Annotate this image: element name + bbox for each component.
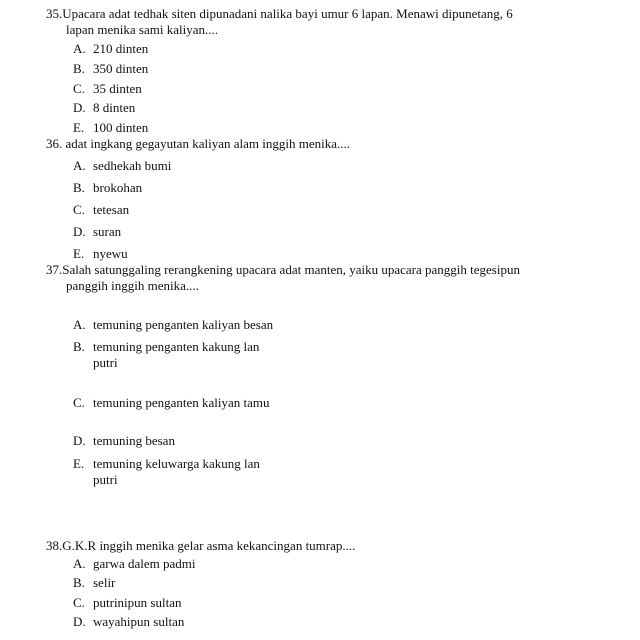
option-letter: D. (73, 224, 86, 239)
option-37-d (73, 433, 175, 448)
option-text: wayahipun sultan (93, 614, 185, 629)
option-36-b (73, 180, 142, 195)
option-38-a (73, 556, 196, 571)
option-text: 35 dinten (93, 81, 142, 96)
option-36-a (73, 158, 171, 173)
option-text: 210 dinten (93, 41, 149, 56)
option-letter: C. (73, 595, 85, 610)
option-letter: B. (73, 61, 85, 76)
question-37-line2: panggih inggih menika.... (66, 278, 199, 293)
question-35-line1 (46, 6, 513, 21)
option-letter: D. (73, 100, 86, 115)
option-37-e (73, 456, 260, 471)
option-35-e (73, 120, 148, 135)
option-35-a (73, 41, 148, 56)
option-letter: B. (73, 180, 85, 195)
option-37-e-continuation: putri (93, 472, 118, 487)
option-text: suran (93, 224, 122, 239)
option-letter: A. (73, 556, 86, 571)
option-38-c (73, 595, 181, 610)
option-text: putrinipun sultan (93, 595, 182, 610)
question-text: Salah satunggaling rerangkening upacara adat manten, yaiku upacara panggih tegesipun (62, 262, 520, 277)
option-letter: C. (73, 202, 85, 217)
option-text: nyewu (93, 246, 128, 261)
option-letter: C. (73, 81, 85, 96)
question-text: Upacara adat tedhak siten dipunadani nalika bayi umur 6 lapan. Menawi dipunetang, 6 (62, 6, 513, 21)
question-38-line1 (46, 538, 355, 553)
option-35-c (73, 81, 142, 96)
option-text: 100 dinten (93, 120, 149, 135)
option-37-b (73, 339, 259, 354)
option-text: temuning penganten kaliyan besan (93, 317, 274, 332)
question-number: 35. (46, 6, 63, 21)
option-letter: A. (73, 317, 86, 332)
question-number: 37. (46, 262, 63, 277)
question-number: 36. (46, 136, 63, 151)
question-text: G.K.R inggih menika gelar asma kekancingan tumrap.... (62, 538, 356, 553)
option-text: garwa dalem padmi (93, 556, 196, 571)
option-38-d (73, 614, 184, 629)
option-letter: E. (73, 456, 85, 471)
option-letter: C. (73, 395, 85, 410)
question-36-line1 (46, 136, 350, 151)
option-letter: B. (73, 575, 85, 590)
option-36-c (73, 202, 129, 217)
option-35-b (73, 61, 148, 76)
option-36-e (73, 246, 128, 261)
option-text: temuning penganten kaliyan tamu (93, 395, 270, 410)
question-37-line1 (46, 262, 520, 277)
option-letter: A. (73, 41, 86, 56)
option-letter: D. (73, 433, 86, 448)
option-letter: E. (73, 246, 85, 261)
option-37-a (73, 317, 273, 332)
option-text: temuning besan (93, 433, 175, 448)
option-36-d (73, 224, 121, 239)
option-35-d (73, 100, 135, 115)
option-text: tetesan (93, 202, 130, 217)
option-text: selir (93, 575, 116, 590)
option-38-b (73, 575, 115, 590)
option-37-b-continuation: putri (93, 355, 118, 370)
option-text: brokohan (93, 180, 143, 195)
question-35-line2: lapan menika sami kaliyan.... (66, 22, 218, 37)
option-text: sedhekah bumi (93, 158, 172, 173)
option-text: temuning keluwarga kakung lan (93, 456, 260, 471)
option-37-c (73, 395, 270, 410)
option-text: temuning penganten kakung lan (93, 339, 260, 354)
question-text: adat ingkang gegayutan kaliyan alam inggih menika.... (62, 136, 350, 151)
question-number: 38. (46, 538, 63, 553)
option-letter: A. (73, 158, 86, 173)
option-text: 350 dinten (93, 61, 149, 76)
option-letter: E. (73, 120, 85, 135)
option-letter: D. (73, 614, 86, 629)
option-letter: B. (73, 339, 85, 354)
option-text: 8 dinten (93, 100, 136, 115)
